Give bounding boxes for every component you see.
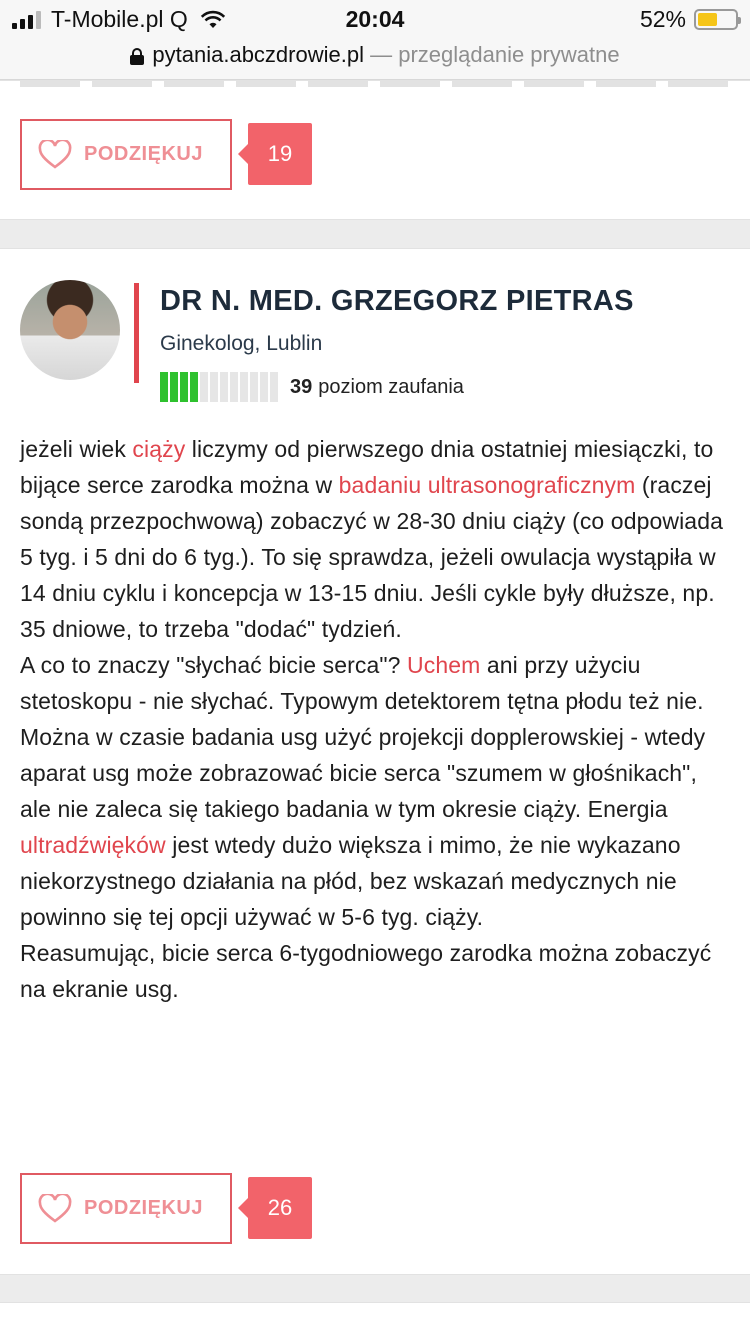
trust-segment <box>200 372 208 402</box>
trust-segment <box>160 372 168 402</box>
answer-text-segment: (raczej sondą przezpochwową) zobaczyć w 28-30 dniu ciąży (co odpowiada 5 tyg. i 5 dni do 6 tyg.). To się sprawdza, jeżeli owulacja wystąpiła w 14 dniu cyklu i koncepcja w 13-15 dniu. Jeśli cykle były dłuższe, np. 35 dniowe, to trzeba "dodać" tydzień. <box>20 472 723 642</box>
thanks-count-badge: 19 <box>248 123 312 185</box>
heart-icon <box>38 140 72 170</box>
answer-text <box>20 431 732 1007</box>
thanks-count-badge: 26 <box>248 1177 312 1239</box>
thanks-button[interactable] <box>20 119 232 190</box>
answer-keyword-link[interactable]: badaniu ultrasonograficznym <box>338 472 636 498</box>
answer-text-segment: A co to znaczy "słychać bicie serca"? <box>20 652 408 678</box>
heart-icon <box>38 1194 72 1224</box>
trust-segment <box>170 372 178 402</box>
url-domain: pytania.abczdrowie.pl <box>152 42 364 67</box>
thanks-label: PODZIĘKUJ <box>84 143 203 165</box>
trust-segment <box>210 372 218 402</box>
answer-card <box>0 248 750 1275</box>
answer-keyword-link[interactable]: ultradźwięków <box>20 832 166 858</box>
trust-segment <box>260 372 268 402</box>
trust-label: poziom zaufania <box>318 375 464 398</box>
accent-bar <box>134 283 139 383</box>
previous-answer-card <box>0 80 750 220</box>
doctor-specialty: Ginekolog, Lublin <box>160 332 323 355</box>
lock-icon <box>130 48 144 64</box>
battery-percent: 52% <box>639 6 686 32</box>
battery-icon <box>694 9 738 30</box>
battery-fill <box>698 13 717 26</box>
trust-level <box>160 372 464 402</box>
thanks-button[interactable] <box>20 1173 232 1244</box>
answer-keyword-link[interactable]: ciąży <box>132 436 186 462</box>
trust-segment <box>180 372 188 402</box>
doctor-avatar[interactable] <box>20 280 120 380</box>
status-right <box>640 6 738 33</box>
answer-text-segment: jeżeli wiek <box>20 436 133 462</box>
answer-text-segment: liczymy od pierwszego dnia ostatniej miesiączki, to bijące serce zarodka można w <box>20 436 714 498</box>
trust-meter <box>160 372 278 402</box>
next-answer-card <box>0 1302 750 1334</box>
trust-segment <box>270 372 278 402</box>
trust-segment <box>220 372 228 402</box>
trust-segment <box>250 372 258 402</box>
thanks-label: PODZIĘKUJ <box>84 1197 203 1219</box>
cut-off-text-line <box>20 81 730 89</box>
answer-text-segment: jest wtedy dużo większa i mimo, że nie wykazano niekorzystnego działania na płód, bez wskazań medycznych nie powinno się tej opcji używać w 5-6 tyg. ciąży. <box>20 832 681 930</box>
trust-segment <box>190 372 198 402</box>
status-bar <box>0 0 750 40</box>
trust-text <box>290 376 464 399</box>
carrier-name: T-Mobile.pl Q <box>51 6 188 32</box>
clock: 20:04 <box>345 6 405 32</box>
url-bar[interactable] <box>0 40 750 80</box>
private-browsing-label: — przeglądanie prywatne <box>363 42 620 67</box>
answer-text-segment: ani przy użyciu stetoskopu - nie słychać. Typowym detektorem tętna płodu też nie. Można w czasie badania usg użyć projekcji dopplerowskiej - wtedy aparat usg może zobrazować bicie serca "szumem w głośnikach", ale nie zaleca się takiego badania w tym okresie ciąży. Energia <box>20 652 706 822</box>
trust-segment <box>230 372 238 402</box>
doctor-name[interactable]: DR N. MED. GRZEGORZ PIETRAS <box>160 285 634 317</box>
answer-keyword-link[interactable]: Uchem <box>407 652 481 678</box>
answer-text-segment: Reasumując, bicie serca 6-tygodniowego zarodka można zobaczyć na ekranie usg. <box>20 940 712 1002</box>
trust-value: 39 <box>290 375 313 398</box>
trust-segment <box>240 372 248 402</box>
